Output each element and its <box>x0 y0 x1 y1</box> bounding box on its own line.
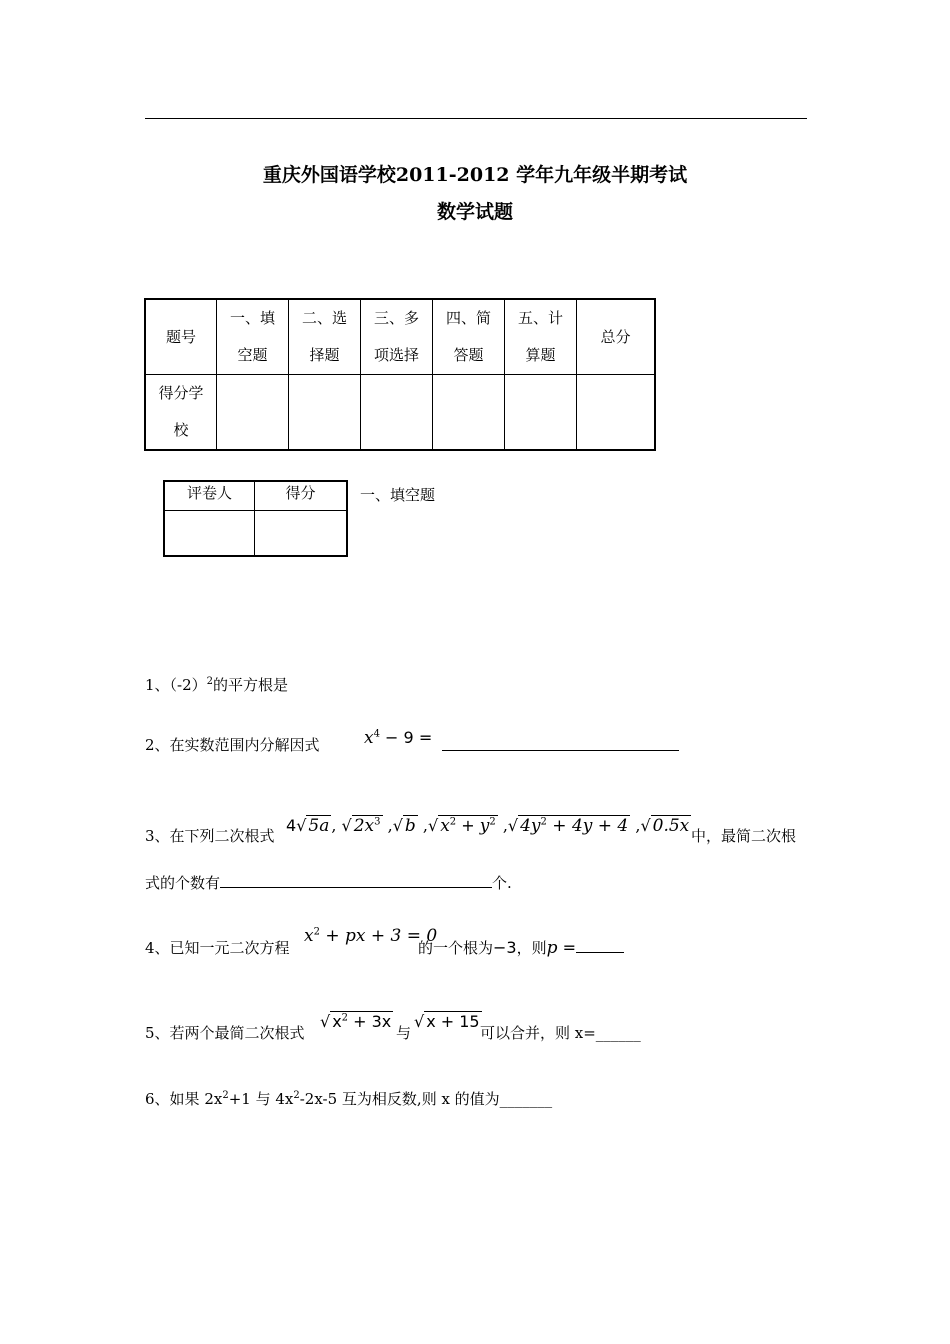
exam-subtitle: 数学试题 <box>436 201 513 223</box>
grader-label: 评卷人 <box>164 481 255 511</box>
score-table-col-4: 四、简 答题 <box>433 299 505 375</box>
score-table-col-5: 五、计 算题 <box>505 299 577 375</box>
answer-blank-2[interactable] <box>442 733 679 751</box>
grader-score-label: 得分 <box>255 481 348 511</box>
question-1: 1、$(-2)^2$的平方根是 <box>145 676 289 694</box>
question-6: 6、如果 $2x^2+1$ 与 $4x^2-2x-5$ 互为相反数,则 x 的值为_______ <box>145 1090 553 1108</box>
score-cell-3[interactable] <box>361 375 433 451</box>
score-cell-2[interactable] <box>289 375 361 451</box>
question-5-tail: 可以合并，则 x=______ <box>480 1024 641 1042</box>
score-cell-4[interactable] <box>433 375 505 451</box>
score-table-row-label: 得分学 校 <box>145 375 217 451</box>
question-2: 2、在实数范围内分解因式 <box>145 736 320 754</box>
question-2-expression: $x^4 - 9$ = <box>364 728 433 748</box>
question-4: 4、已知一元二次方程 <box>145 939 290 957</box>
score-cell-total[interactable] <box>577 375 656 451</box>
score-table-header-label: 题号 <box>145 299 217 375</box>
exam-title: 重庆外国语学校2011-2012 学年九年级半期考试 <box>262 164 688 186</box>
question-3-tail: 中，最简二次根 <box>691 827 797 845</box>
score-table-col-2: 二、选 择题 <box>289 299 361 375</box>
score-table-total: 总分 <box>577 299 656 375</box>
score-table-col-1: 一、填 空题 <box>217 299 289 375</box>
answer-blank-4[interactable] <box>576 942 624 953</box>
question-3-radicals: 4√ 5a , √ $2x^3$ ,√ b ,√ $x^2 + y^2$ ,√ $4y^2 + 4y + 4$ ,√ 0.5x <box>286 816 690 836</box>
question-3-line2: 式的个数有 个. <box>145 874 512 892</box>
section-title: 一、填空题 <box>360 486 436 504</box>
question-4-equation: $x^2$ + px + 3 = 0 <box>304 926 438 946</box>
grader-cell[interactable] <box>164 511 255 557</box>
grader-table <box>163 480 348 557</box>
question-5-mid: 与 <box>396 1024 412 1042</box>
question-5-radical-1: √ $x^2 + 3x$ <box>320 1012 392 1031</box>
question-5: 5、若两个最简二次根式 <box>145 1024 305 1042</box>
question-5-radical-2: √ x + 15 <box>414 1012 480 1031</box>
question-3: 3、在下列二次根式 <box>145 827 275 845</box>
header-rule <box>145 118 807 119</box>
score-cell-1[interactable] <box>217 375 289 451</box>
score-table-col-3: 三、多 项选择 <box>361 299 433 375</box>
grader-score-cell[interactable] <box>255 511 348 557</box>
answer-blank-3[interactable] <box>220 873 492 888</box>
question-4-tail: 的一个根为−3，则p = <box>418 937 624 958</box>
score-table <box>144 298 656 451</box>
score-cell-5[interactable] <box>505 375 577 451</box>
